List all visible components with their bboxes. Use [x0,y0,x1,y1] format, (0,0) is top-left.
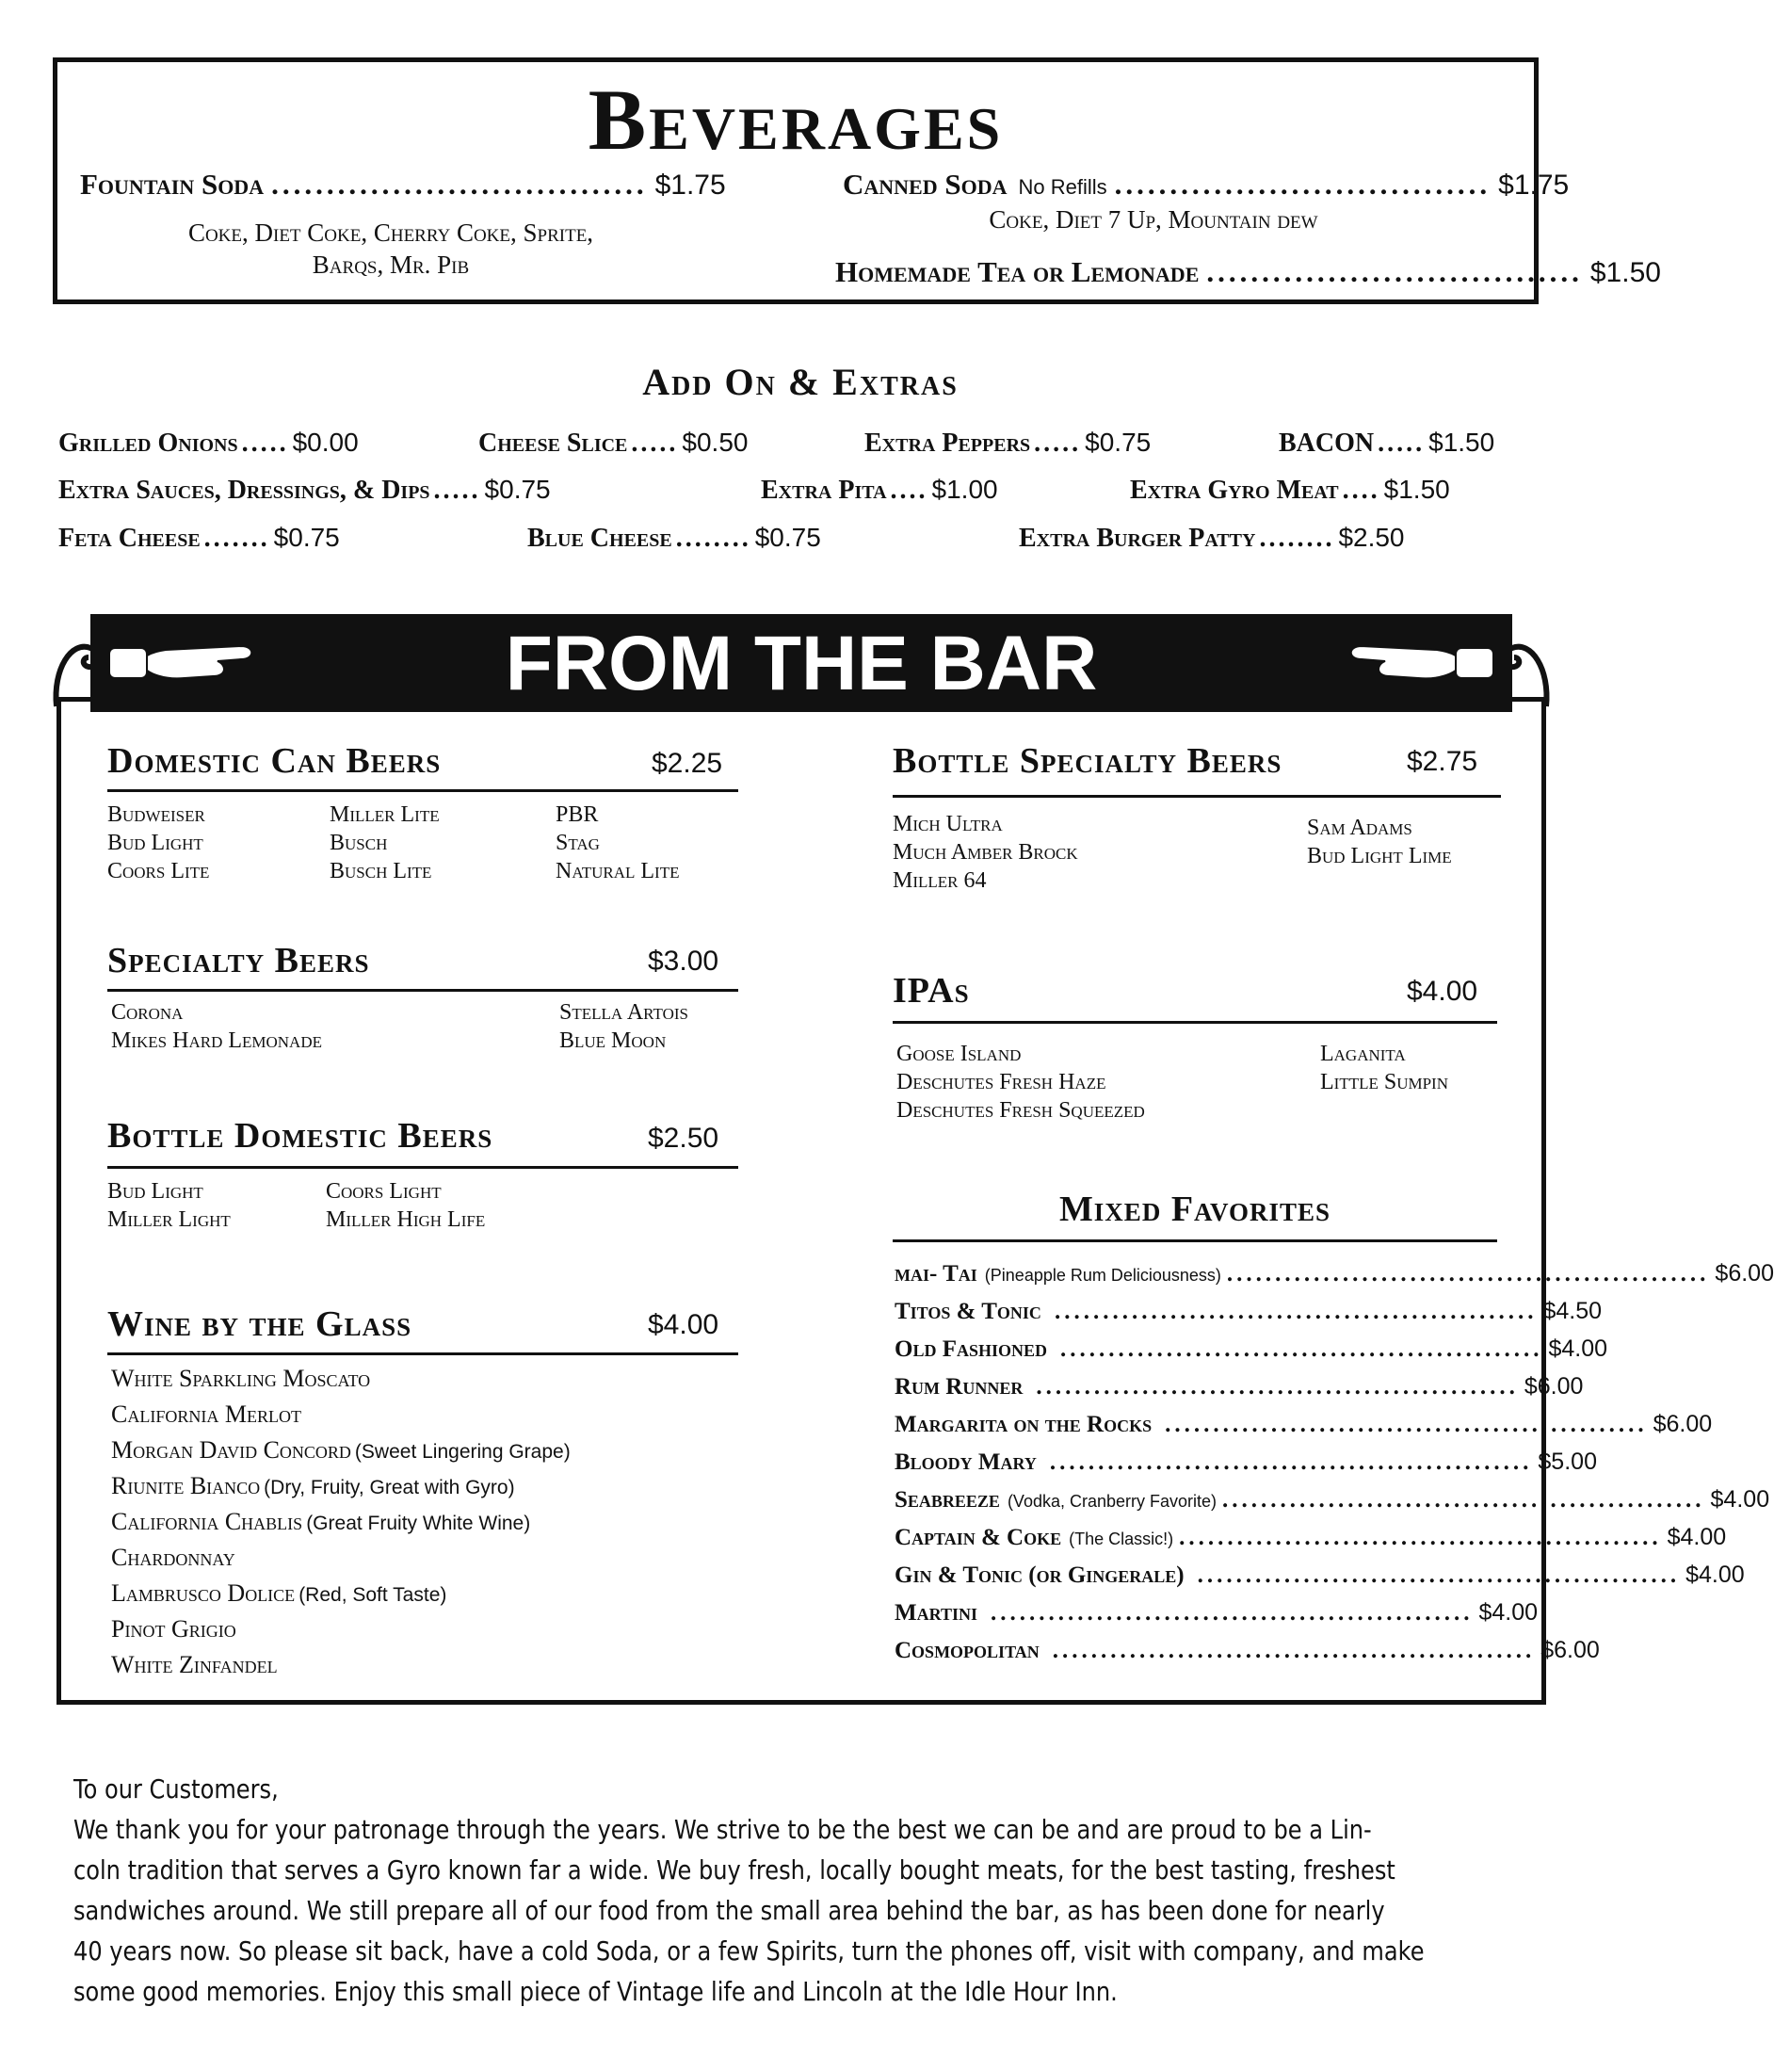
list-item: Blue Moon [559,1028,667,1053]
wine-price: $4.00 [648,1309,719,1340]
list-item: Goose Island [896,1042,1022,1066]
addon-item: Extra Gyro Meat .... $1.50 [1130,475,1450,505]
list-item: Natural Lite [556,859,680,883]
list-item: Coors Light [326,1179,442,1204]
list-item: Laganita [1320,1042,1406,1066]
divider [107,789,738,792]
beverages-section [53,57,1661,304]
menu-item: Rum Runner .................................................. $6.00 [895,1373,1584,1400]
tea-row: Homemade Tea or Lemonade .................................. $1.50 [835,255,1661,288]
menu-item: Old Fashioned .................................................. $4.00 [895,1335,1608,1362]
list-item: Miller Light [107,1207,231,1232]
list-item: Coors Lite [107,859,210,883]
list-item: Mikes Hard Lemonade [111,1028,322,1053]
menu-item: Seabreeze (Vodka, Cranberry Favorite) .................................................. $4.00 [895,1486,1770,1513]
fountain-soda-flavors-1: Coke, Diet Coke, Cherry Coke, Sprite, [187,219,594,247]
bottle-domestic-title: Bottle Domestic Beers [107,1116,493,1156]
list-item: Lambrusco Dolice (Red, Soft Taste) [111,1579,447,1607]
canned-soda-note: No Refills [1018,175,1107,199]
letter-line: some good memories. Enjoy this small piece of Vintage life and Lincoln at the Idle Hour Inn. [73,1976,1118,2007]
list-item: Corona [111,1000,184,1025]
list-item: Stella Artois [559,1000,688,1025]
list-item: Bud Light [107,1179,203,1204]
bottle-specialty-col2 [1307,814,1452,870]
ipas-price: $4.00 [1407,976,1478,1007]
customer-letter [73,1769,1531,2012]
addon-item: Feta Cheese ....... $0.75 [58,523,340,553]
canned-soda-row: Canned Soda No Refills .................................. $1.75 [843,168,1570,201]
list-item: Miller Lite [330,802,440,827]
fountain-soda-row: Fountain Soda .................................. $1.75 [80,168,726,201]
list-item: White Zinfandel [111,1651,278,1678]
bottle-specialty-title: Bottle Specialty Beers [893,741,1282,781]
mixed-title: Mixed Favorites [1058,1190,1331,1229]
bottle-specialty-col1 [893,810,1078,895]
specialty-col1 [111,998,322,1055]
addon-item: Grilled Onions ..... $0.00 [58,428,359,458]
list-item: Pinot Grigio [111,1615,236,1643]
list-item: Bud Light Lime [1307,844,1452,868]
list-item: Bud Light [107,831,203,855]
list-item: Deschutes Fresh Haze [896,1070,1106,1094]
wine-list [111,1362,571,1684]
list-item: Busch Lite [330,859,432,883]
menu-item: mai- Tai (Pineapple Rum Deliciousness) .................................................. $6.00 [895,1260,1774,1287]
divider [107,1352,738,1355]
divider [107,989,738,992]
addon-item: BACON ..... $1.50 [1279,428,1495,458]
divider [107,1166,738,1169]
list-item: California Merlot [111,1400,301,1428]
canned-soda-name: Canned Soda [843,168,1008,201]
domestic-can-col3 [556,801,679,885]
letter-line: sandwiches around. We still prepare all of our food from the small area behind the bar, as has been done for nearly [73,1895,1385,1926]
list-item: Miller High Life [326,1207,486,1232]
menu-item: Captain & Coke (The Classic!) .................................................. $4.00 [895,1524,1727,1550]
ipas-col2 [1320,1040,1448,1096]
addon-item: Extra Pita .... $1.00 [761,475,998,505]
domestic-can-col2 [330,801,440,885]
menu-item: Cosmopolitan .................................................. $6.00 [895,1637,1600,1663]
letter-greeting: To our Customers, [73,1773,279,1805]
menu-item: Titos & Tonic .................................................. $4.50 [895,1298,1602,1324]
fountain-soda-name: Fountain Soda [80,168,265,201]
list-item: Miller 64 [893,868,987,893]
domestic-can-title: Domestic Can Beers [107,741,442,781]
list-item: Morgan David Concord (Sweet Lingering Grape) [111,1436,571,1464]
list-item: Riunite Bianco (Dry, Fruity, Great with Gyro) [111,1472,515,1499]
specialty-col2 [559,998,688,1055]
letter-line: coln tradition that serves a Gyro known far a wide. We buy fresh, locally bought meats, for the best tasting, freshest [73,1854,1395,1886]
divider [893,795,1501,798]
list-item: Budweiser [107,802,205,827]
letter-line: 40 years now. So please sit back, have a cold Soda, or a few Spirits, turn the phones off, visit with company, and make [73,1935,1425,1967]
bottle-specialty-price: $2.75 [1407,746,1478,777]
bottle-domestic-col1 [107,1177,231,1234]
addon-item: Extra Sauces, Dressings, & Dips ..... $0.75 [58,475,551,505]
canned-soda-price: $1.75 [1498,170,1570,201]
addons-title: Add On & Extras [642,361,959,403]
specialty-title: Specialty Beers [107,941,370,980]
list-item: PBR [556,802,599,827]
list-item: White Sparkling Moscato [111,1365,371,1392]
menu-item: Gin & Tonic (or Gingerale) .................................................. $4.00 [895,1562,1745,1588]
ipas-title: IPAs [893,971,970,1011]
list-item: Sam Adams [1307,816,1412,840]
addon-item: Cheese Slice ..... $0.50 [478,428,749,458]
addon-item: Blue Cheese ........ $0.75 [527,523,821,553]
menu-item: Bloody Mary .................................................. $5.00 [895,1449,1597,1475]
addon-item: Extra Peppers ..... $0.75 [864,428,1152,458]
divider [893,1021,1497,1024]
list-item: Chardonnay [111,1544,235,1571]
mixed-list [895,1260,1774,1675]
bar-banner [53,612,1550,716]
bottle-domestic-col2 [326,1177,485,1234]
list-item: Stag [556,831,600,855]
divider [893,1239,1497,1242]
list-item: Much Amber Brock [893,840,1078,865]
list-item: Deschutes Fresh Squeezed [896,1098,1145,1123]
domestic-can-price: $2.25 [652,748,723,779]
canned-soda-flavors: Coke, Diet 7 Up, Mountain dew [989,205,1318,234]
letter-line: We thank you for your patronage through the years. We strive to be the best we can be and are proud to be a Lin- [73,1814,1372,1845]
menu-item: Martini .................................................. $4.00 [895,1599,1539,1626]
wine-title: Wine by the Glass [107,1304,412,1344]
specialty-price: $3.00 [648,946,719,977]
list-item: Busch [330,831,388,855]
fountain-soda-price: $1.75 [654,170,726,201]
list-item: Mich Ultra [893,812,1003,836]
addon-item: Extra Burger Patty ........ $2.50 [1019,523,1405,553]
domestic-can-col1 [107,801,209,885]
menu-item: Margarita on the Rocks .................................................. $6.00 [895,1411,1713,1437]
bottle-domestic-price: $2.50 [648,1123,719,1154]
list-item: California Chablis (Great Fruity White Wine) [111,1508,531,1535]
tea-price: $1.50 [1589,257,1661,288]
ipas-col1 [896,1040,1145,1125]
beverages-title: Beverages [588,72,1004,168]
fountain-soda-flavors-2: Barqs, Mr. Pib [312,251,470,279]
bar-title: FROM THE BAR [505,621,1098,706]
list-item: Little Sumpin [1320,1070,1448,1094]
tea-name: Homemade Tea or Lemonade [835,255,1200,288]
